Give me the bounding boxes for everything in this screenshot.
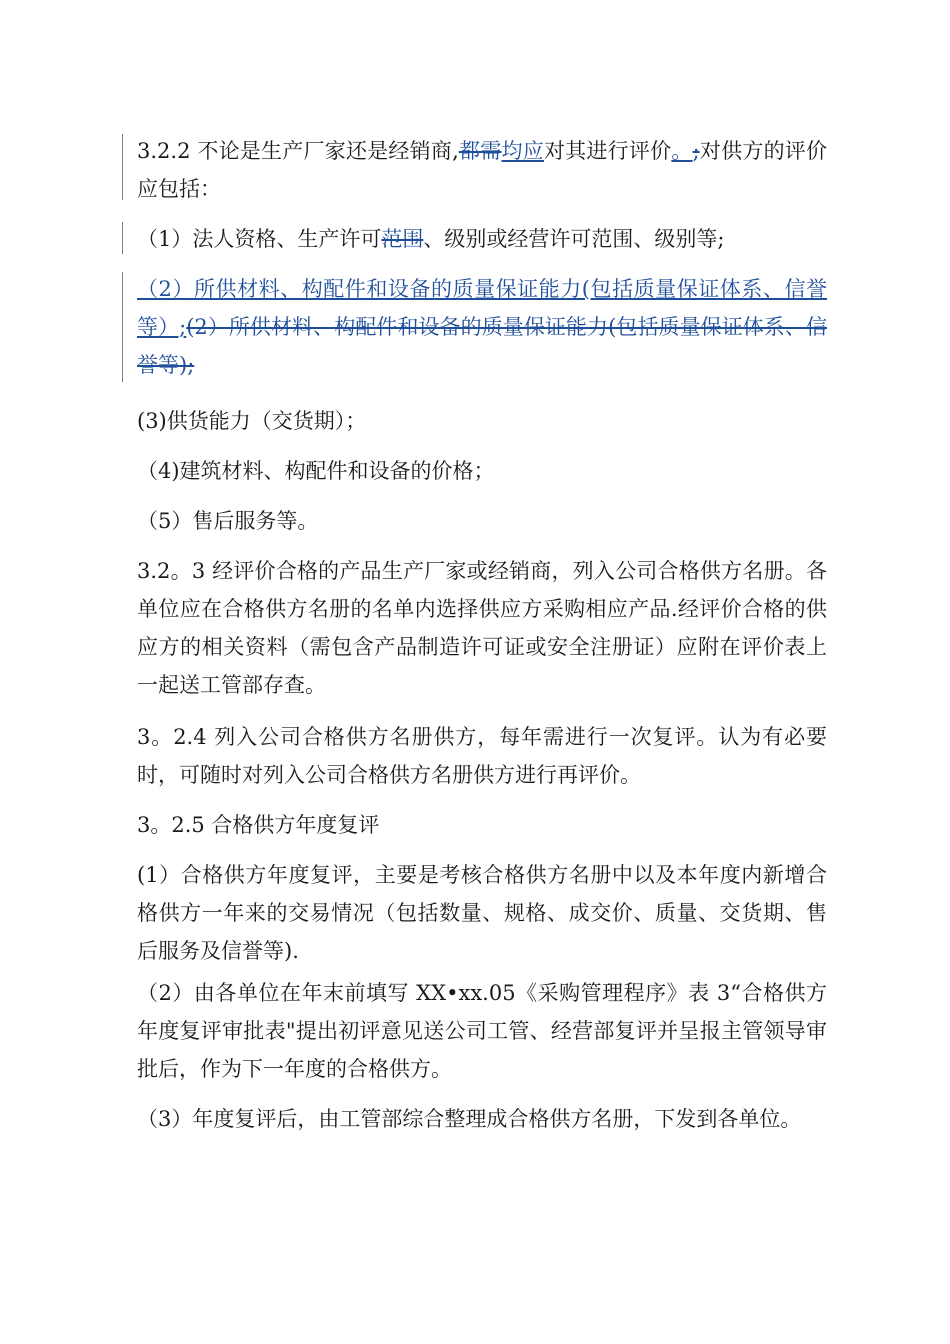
- text-run: （1）法人资格、生产许可: [137, 227, 382, 251]
- inserted-text: 。: [671, 139, 693, 163]
- paragraph-item-4: （4)建筑材料、构配件和设备的价格；: [137, 459, 495, 483]
- change-bar: [122, 222, 123, 254]
- deleted-text: ;: [692, 139, 700, 163]
- change-bar: [122, 272, 123, 382]
- text-run: 3.2.2 不论是生产厂家还是经销商,: [137, 139, 459, 163]
- deleted-text: 都需: [458, 139, 502, 163]
- paragraph-item-2: [137, 270, 827, 384]
- paragraph-item-5: （5）售后服务等。: [137, 509, 319, 533]
- paragraph-item-3: (3)供货能力（交货期）；: [137, 409, 367, 433]
- paragraph-review-2: （2）由各单位在年末前填写 XX•xx.05《采购管理程序》表 3“合格供方年度复评审批表"提出初评意见送公司工管、经营部复评并呈报主管领导审批后，作为下一年度的合格供方。: [137, 981, 827, 1081]
- paragraph-3-2-3: 3.2。3 经评价合格的产品生产厂家或经销商，列入公司合格供方名册。各单位应在合格供方名册的名单内选择供应方采购相应产品.经评价合格的供应方的相关资料（需包含产品制造许可证或安全注册证）应附在评价表上一起送工管部存查。: [137, 559, 827, 697]
- paragraph-3-2-2: [137, 132, 827, 208]
- change-bar: [122, 134, 123, 200]
- paragraph-3-2-5: 3。2.5 合格供方年度复评: [137, 813, 380, 837]
- text-run: 对其进行评价: [543, 139, 672, 163]
- text-run: 对供方的评价应包括：: [137, 139, 828, 201]
- paragraph-3-2-4: 3。2.4 列入公司合格供方名册供方，每年需进行一次复评。认为有必要时，可随时对列入公司合格供方名册供方进行再评价。: [137, 725, 827, 787]
- paragraph-review-1: (1）合格供方年度复评，主要是考核合格供方名册中以及本年度内新增合格供方一年来的交易情况（包括数量、规格、成交价、质量、交货期、售后服务及信誉等).: [137, 863, 827, 963]
- deleted-text: 范围: [381, 227, 424, 251]
- paragraph-item-1: [137, 220, 827, 258]
- text-run: 、级别或经营许可范围、级别等;: [423, 227, 725, 251]
- deleted-text: (2）所供材料、构配件和设备的质量保证能力(包括质量保证体系、信誉等);: [137, 315, 827, 377]
- paragraph-review-3: （3）年度复评后，由工管部综合整理成合格供方名册，下发到各单位。: [137, 1107, 802, 1131]
- inserted-text: （2）所供材料、构配件和设备的质量保证能力(包括质量保证体系、信誉等）;: [137, 277, 827, 339]
- inserted-text: 均应: [501, 139, 544, 163]
